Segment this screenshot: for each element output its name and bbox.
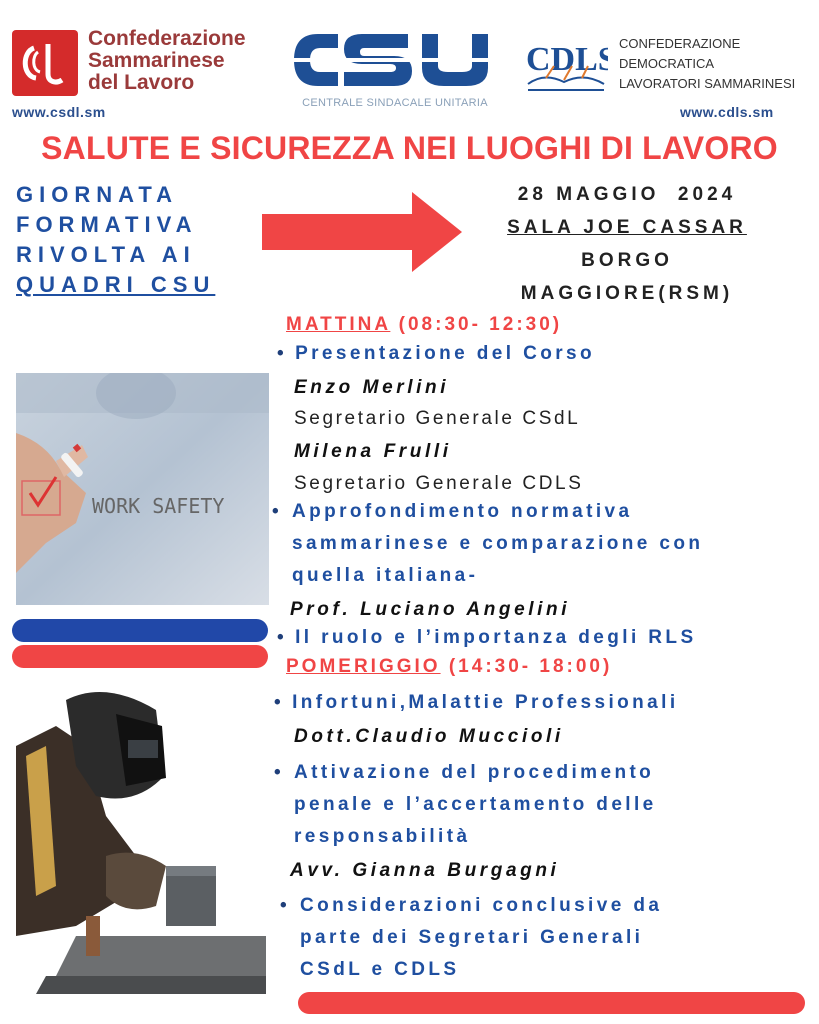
morning-item-1: • Presentazione del Corso [277,338,595,370]
morning-item-2: • Approfondimento normativa sammarinese e comparazione con quella italiana- [272,501,704,586]
red-bar-left [12,645,268,668]
cdls-name: CONFEDERAZIONE DEMOCRATICA LAVORATORI SAMMARINESI [619,36,796,91]
svg-text:CDLS: CDLS [526,41,608,78]
speaker-muccioli: Dott.Claudio Muccioli [294,726,564,747]
main-title: SALUTE E SICUREZZA NEI LUOGHI DI LAVORO [41,130,778,166]
event-date: 28 MAGGIO 2024 [517,184,737,205]
afternoon-item-1: • Infortuni,Malattie Professionali [274,687,679,719]
csdl-url[interactable]: www.csdl.sm [12,104,106,120]
work-safety-photo [16,373,269,605]
event-info: 28 MAGGIO 2024 SALA JOE CASSAR BORGO MAGGIORE(RSM) [486,178,768,310]
work-safety-text: WORK SAFETY [92,494,225,518]
intro-block: GIORNATA FORMATIVA RIVOLTA AI QUADRI CSU [16,182,216,297]
red-bar-bottom [298,992,805,1014]
cdls-logo [524,36,608,94]
morning-item-3: • Il ruolo e l’importanza degli RLS [277,622,697,654]
speaker-burgagni: Avv. Gianna Burgagni [290,860,560,881]
afternoon-heading: POMERIGGIO (14:30- 18:00) [286,656,613,677]
event-venue: SALA JOE CASSAR [507,217,747,238]
csdl-name: Confederazione Sammarinese del Lavoro [88,27,246,94]
csdl-logo [12,30,78,96]
welder-photo [16,686,266,994]
afternoon-item-2: • Attivazione del procedimento penale e l’accertamento delle responsabilità [274,762,657,847]
speaker-merlini: Enzo Merlini [294,377,450,398]
role-merlini: Segretario Generale CSdL [294,408,581,429]
afternoon-item-3: • Considerazioni conclusive da parte dei Segretari Generali CSdL e CDLS [280,895,663,980]
blue-bar [12,619,268,642]
cdls-url[interactable]: www.cdls.sm [680,104,774,120]
speaker-frulli: Milena Frulli [294,441,452,462]
csu-logo [290,28,500,92]
right-arrow-icon [262,192,462,272]
speaker-angelini: Prof. Luciano Angelini [290,599,571,620]
csu-subtitle: CENTRALE SINDACALE UNITARIA [302,97,488,109]
morning-heading: MATTINA (08:30- 12:30) [286,314,563,335]
role-frulli: Segretario Generale CDLS [294,473,584,494]
